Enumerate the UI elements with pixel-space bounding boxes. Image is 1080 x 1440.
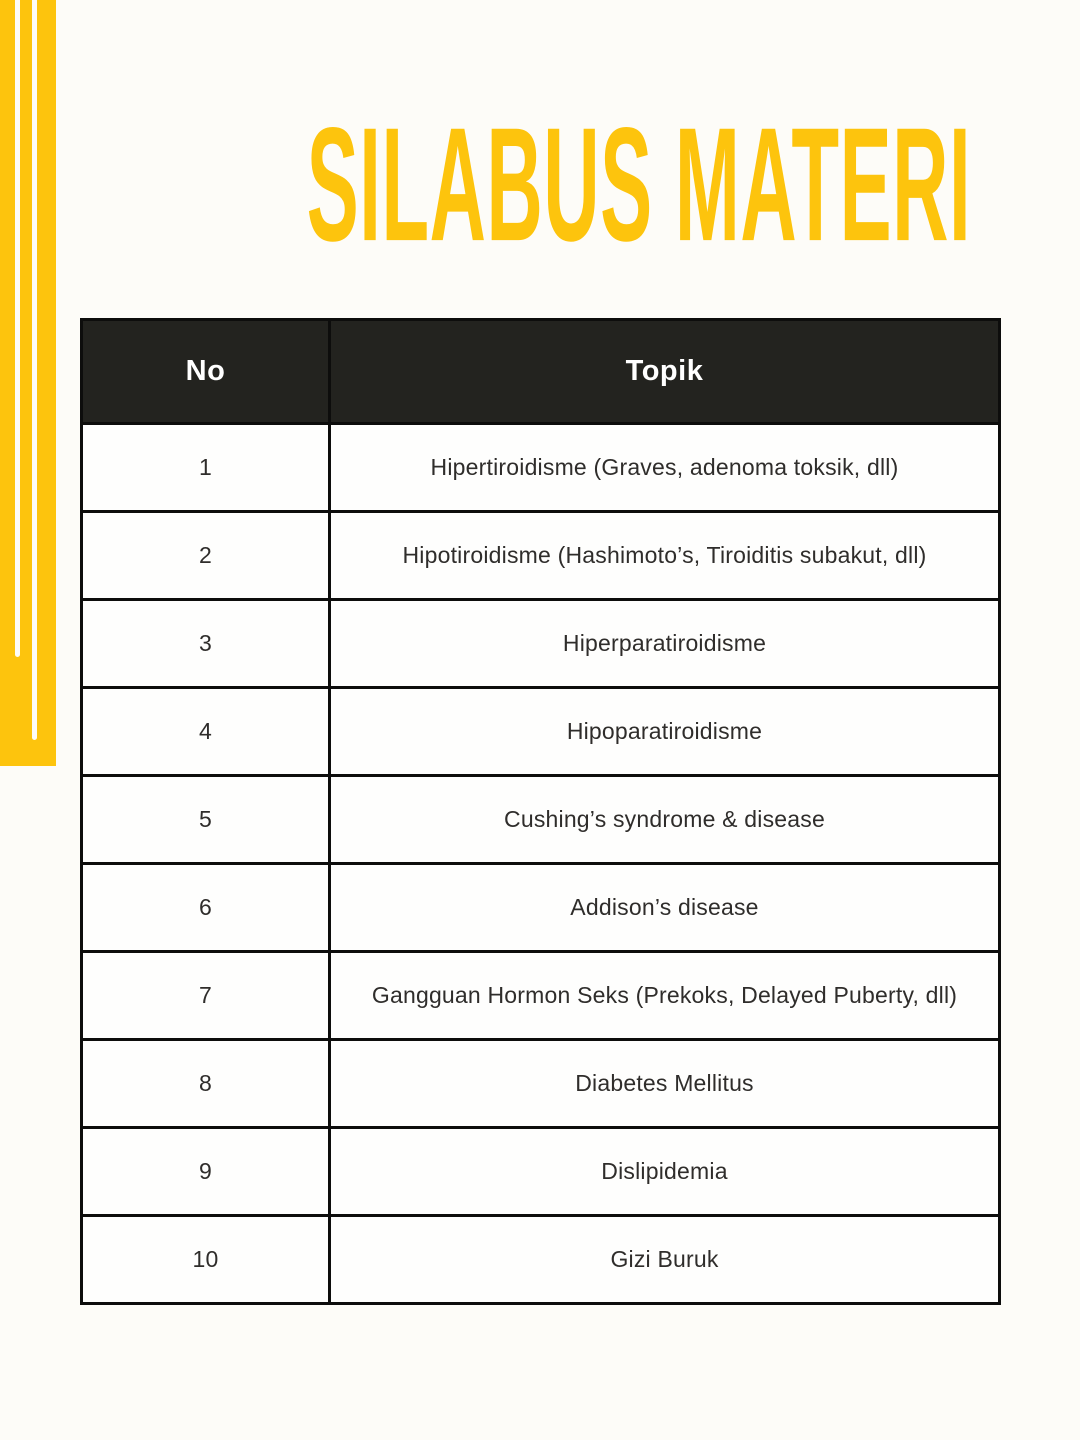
page-title: SILABUS MATERI (306, 93, 972, 275)
table-row (82, 1128, 1000, 1216)
stripe-gap-1 (15, 0, 20, 657)
row-topic: Cushing’s syndrome & disease (330, 776, 1000, 864)
row-topic: Hipertiroidisme (Graves, adenoma toksik, dll) (330, 424, 1000, 512)
table-row (82, 688, 1000, 776)
table-row (82, 512, 1000, 600)
row-number: 10 (82, 1216, 330, 1304)
row-number: 9 (82, 1128, 330, 1216)
column-header-topik: Topik (330, 320, 1000, 424)
row-topic: Dislipidemia (330, 1128, 1000, 1216)
row-number: 2 (82, 512, 330, 600)
row-topic: Gizi Buruk (330, 1216, 1000, 1304)
row-number: 6 (82, 864, 330, 952)
row-number: 5 (82, 776, 330, 864)
row-number: 1 (82, 424, 330, 512)
row-number: 7 (82, 952, 330, 1040)
column-header-no: No (82, 320, 330, 424)
row-topic: Gangguan Hormon Seks (Prekoks, Delayed Puberty, dll) (330, 952, 1000, 1040)
row-topic: Hipoparatiroidisme (330, 688, 1000, 776)
row-number: 3 (82, 600, 330, 688)
row-number: 8 (82, 1040, 330, 1128)
row-topic: Addison’s disease (330, 864, 1000, 952)
table-header-row (82, 320, 1000, 424)
table-row (82, 1216, 1000, 1304)
row-topic: Diabetes Mellitus (330, 1040, 1000, 1128)
row-number: 4 (82, 688, 330, 776)
table-row (82, 424, 1000, 512)
table-row (82, 1040, 1000, 1128)
table-row (82, 776, 1000, 864)
row-topic: Hiperparatiroidisme (330, 600, 1000, 688)
syllabus-table (80, 318, 1001, 1305)
row-topic: Hipotiroidisme (Hashimoto’s, Tiroiditis subakut, dll) (330, 512, 1000, 600)
title-container (0, 93, 1080, 275)
table-row (82, 600, 1000, 688)
table-row (82, 952, 1000, 1040)
table-row (82, 864, 1000, 952)
